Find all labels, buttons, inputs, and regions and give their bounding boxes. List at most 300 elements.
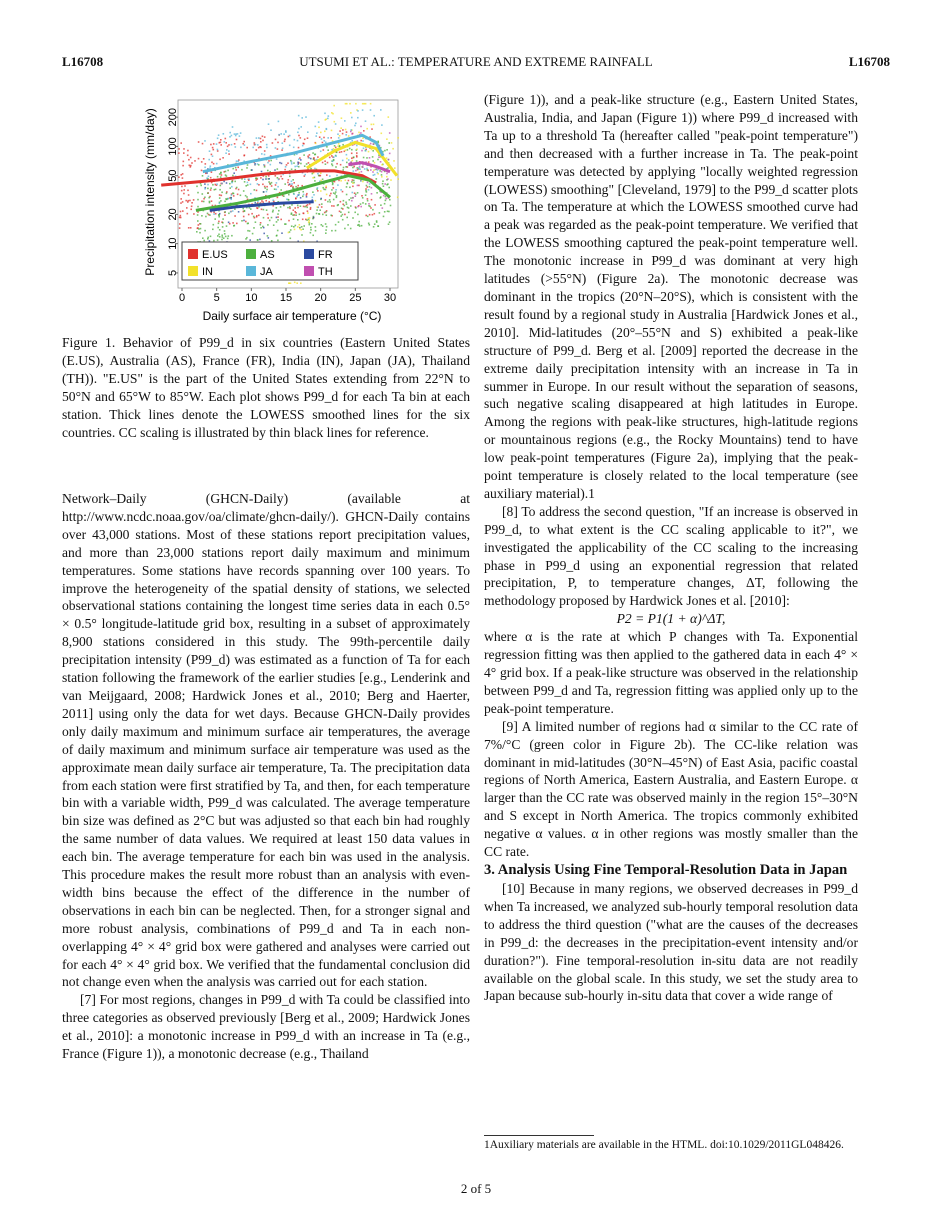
scatter-point (367, 200, 369, 202)
scatter-point (377, 159, 379, 161)
scatter-point (276, 217, 278, 219)
scatter-point (364, 168, 366, 170)
scatter-point (300, 126, 302, 128)
scatter-point (350, 131, 352, 133)
scatter-point (303, 213, 305, 215)
scatter-point (380, 197, 382, 199)
scatter-point (245, 185, 247, 187)
scatter-point (237, 167, 239, 169)
scatter-point (260, 222, 262, 224)
scatter-point (241, 169, 243, 171)
scatter-point (220, 139, 222, 141)
scatter-point (282, 148, 284, 150)
scatter-point (247, 223, 249, 225)
scatter-point (229, 132, 231, 134)
scatter-point (257, 144, 259, 146)
right-paragraph-4: [9] A limited number of regions had α similar to the CC rate of 7%/°C (green color in Figure 2b). The CC-like relation was dominant in mid-latitudes (30°N–45°N) of East Asia, pacific coastal regions of North America, Eastern Australia, and Eastern Europe. α larger than the CC rate was observed mainly in the region 15°–30°N and S except in North America. The tropics commonly exhibited negative α values. α in other regions was mostly smaller than the CC rate. (484, 718, 858, 860)
scatter-point (286, 199, 288, 201)
scatter-point (365, 215, 367, 217)
scatter-point (273, 224, 275, 226)
scatter-point (247, 182, 249, 184)
scatter-point (313, 217, 315, 219)
left-column (62, 490, 470, 1063)
scatter-point (201, 161, 203, 163)
scatter-point (212, 184, 214, 186)
scatter-point (277, 213, 279, 215)
scatter-point (187, 150, 189, 152)
y-tick-label: 100 (167, 137, 179, 156)
y-tick-label: 50 (167, 169, 179, 182)
scatter-point (208, 176, 210, 178)
scatter-point (294, 166, 296, 168)
scatter-point (320, 132, 322, 134)
scatter-point (217, 239, 219, 241)
scatter-point (309, 224, 311, 226)
scatter-point (366, 168, 368, 170)
scatter-point (271, 182, 273, 184)
scatter-point (291, 183, 293, 185)
scatter-point (255, 179, 257, 181)
scatter-point (379, 212, 381, 214)
scatter-point (300, 197, 302, 199)
scatter-point (291, 181, 293, 183)
scatter-point (382, 180, 384, 182)
scatter-point (307, 137, 309, 139)
scatter-point (205, 216, 207, 218)
scatter-point (214, 218, 216, 220)
scatter-point (362, 181, 364, 183)
scatter-point (310, 207, 312, 209)
scatter-point (338, 137, 340, 139)
scatter-point (336, 195, 338, 197)
scatter-point (224, 141, 226, 143)
scatter-point (257, 239, 259, 241)
scatter-point (322, 142, 324, 144)
scatter-point (245, 195, 247, 197)
scatter-point (351, 153, 353, 155)
scatter-point (225, 174, 227, 176)
scatter-point (226, 149, 228, 151)
scatter-point (325, 186, 327, 188)
scatter-point (358, 221, 360, 223)
scatter-point (235, 169, 237, 171)
scatter-point (210, 144, 212, 146)
scatter-point (300, 159, 302, 161)
scatter-point (312, 191, 314, 193)
scatter-point (303, 143, 305, 145)
scatter-point (180, 174, 182, 176)
scatter-point (309, 217, 311, 219)
scatter-point (360, 180, 362, 182)
scatter-point (190, 227, 192, 229)
scatter-point (297, 226, 299, 228)
scatter-point (294, 211, 296, 213)
scatter-point (301, 117, 303, 119)
scatter-point (234, 133, 236, 135)
scatter-point (342, 160, 344, 162)
scatter-point (368, 161, 370, 163)
scatter-point (209, 214, 211, 216)
scatter-point (360, 126, 362, 128)
scatter-point (306, 193, 308, 195)
scatter-point (315, 226, 317, 228)
scatter-point (235, 146, 237, 148)
scatter-point (369, 186, 371, 188)
scatter-point (231, 144, 233, 146)
scatter-point (230, 199, 232, 201)
scatter-point (289, 145, 291, 147)
scatter-point (376, 221, 378, 223)
scatter-point (298, 128, 300, 130)
legend-swatch (246, 249, 256, 259)
scatter-point (333, 199, 335, 201)
scatter-point (325, 118, 327, 120)
scatter-point (304, 206, 306, 208)
scatter-point (222, 222, 224, 224)
scatter-point (295, 186, 297, 188)
scatter-point (217, 235, 219, 237)
scatter-point (298, 192, 300, 194)
scatter-point (303, 154, 305, 156)
scatter-point (240, 195, 242, 197)
scatter-point (203, 240, 205, 242)
scatter-point (372, 156, 374, 158)
scatter-point (346, 194, 348, 196)
scatter-point (268, 181, 270, 183)
scatter-point (234, 208, 236, 210)
scatter-point (243, 216, 245, 218)
scatter-point (225, 142, 227, 144)
scatter-point (349, 103, 351, 105)
scatter-point (205, 163, 207, 165)
scatter-point (201, 170, 203, 172)
scatter-point (280, 189, 282, 191)
scatter-point (386, 157, 388, 159)
scatter-point (373, 169, 375, 171)
scatter-point (289, 135, 291, 137)
scatter-point (387, 178, 389, 180)
scatter-point (355, 194, 357, 196)
scatter-point (261, 153, 263, 155)
scatter-point (312, 235, 314, 237)
scatter-point (266, 144, 268, 146)
scatter-point (180, 142, 182, 144)
scatter-point (287, 182, 289, 184)
scatter-point (256, 190, 258, 192)
scatter-point (361, 150, 363, 152)
scatter-point (198, 141, 200, 143)
scatter-point (325, 142, 327, 144)
scatter-point (229, 187, 231, 189)
scatter-point (235, 135, 237, 137)
scatter-point (383, 185, 385, 187)
scatter-point (200, 185, 202, 187)
scatter-point (334, 193, 336, 195)
scatter-point (254, 142, 256, 144)
scatter-point (260, 147, 262, 149)
scatter-point (341, 151, 343, 153)
scatter-point (253, 216, 255, 218)
scatter-point (203, 158, 205, 160)
scatter-point (291, 163, 293, 165)
scatter-point (357, 185, 359, 187)
scatter-point (351, 140, 353, 142)
scatter-point (237, 194, 239, 196)
scatter-point (355, 195, 357, 197)
left-paragraph-1: Network–Daily (GHCN-Daily) (available at http://www.ncdc.noaa.gov/oa/climate/ghcn-daily/). GHCN-Daily contains over 43,000 stations. Most of these stations report precipitation values, and more than 23,000 stations report daily maximum and minimum temperatures. Some stations have records spanning over 100 years. To improve the heterogeneity of the spatial density of stations, we selected observational stations containing the longest time series data in each 0.5° × 0.5° longitude-latitude grid box, resulting in a subset of approximately 8,900 stations considered in this study. The 99th-percentile daily precipitation intensity (P99_d) was estimated as a function of Ta for each station following the framework of the earlier studies [e.g., Lenderink and van Meijgaard, 2008; Hardwick Jones et al., 2010; Berg and Haerter, 2011] using only the data for wet days. Because GHCN-Daily provides only daily maximum and minimum surface air temperatures, the average of daily maximum and minimum surface air temperature was used as the approximate mean daily surface air temperature, Ta. The precipitation data from each station were first stratified by Ta, and then, for each temperature bin with a variable width, P99_d was calculated. The average temperature bin size was defined as 2°C but was adjusted so that each bin had roughly the same number of data values. We required at least 150 data values in each bin. The average temperature for each bin was used in the analysis. This procedure makes the result more robust than an analysis with even-width bins because the effect of the difference in the number of observations in each bin can be neglected. Then, for a stronger signal and more robust analysis, combinations of P99_d and Ta in each non-overlapping 4° × 4° grid box were gathered and analyses were carried out for each 4° × 4° grid box. We verified that the fundamental conclusion did not change even when the analysis was carried out for each station. (62, 491, 470, 990)
scatter-point (333, 192, 335, 194)
scatter-point (267, 162, 269, 164)
scatter-point (337, 145, 339, 147)
scatter-point (353, 180, 355, 182)
right-column (484, 91, 858, 1005)
scatter-point (290, 238, 292, 240)
scatter-point (358, 185, 360, 187)
scatter-point (385, 198, 387, 200)
scatter-point (264, 154, 266, 156)
scatter-point (339, 135, 341, 137)
scatter-point (271, 217, 273, 219)
scatter-point (179, 227, 181, 229)
scatter-point (302, 228, 304, 230)
scatter-point (355, 170, 357, 172)
scatter-point (343, 167, 345, 169)
scatter-point (297, 205, 299, 207)
scatter-point (372, 160, 374, 162)
scatter-point (270, 164, 272, 166)
scatter-point (345, 150, 347, 152)
scatter-point (397, 178, 399, 180)
scatter-point (321, 224, 323, 226)
scatter-point (278, 121, 280, 123)
scatter-point (244, 181, 246, 183)
scatter-point (303, 225, 305, 227)
scatter-point (336, 175, 338, 177)
scatter-point (219, 173, 221, 175)
scatter-point (322, 225, 324, 227)
scatter-point (267, 235, 269, 237)
scatter-point (264, 186, 266, 188)
scatter-point (296, 282, 298, 284)
legend-swatch (246, 266, 256, 276)
scatter-point (368, 189, 370, 191)
scatter-point (380, 109, 382, 111)
scatter-point (335, 147, 337, 149)
scatter-point (285, 131, 287, 133)
scatter-point (389, 199, 391, 201)
scatter-point (365, 188, 367, 190)
scatter-point (189, 200, 191, 202)
scatter-point (335, 191, 337, 193)
scatter-point (309, 157, 311, 159)
scatter-point (277, 177, 279, 179)
footnote-rule (484, 1135, 594, 1136)
scatter-point (361, 171, 363, 173)
scatter-point (346, 217, 348, 219)
scatter-point (289, 208, 291, 210)
x-tick-label: 10 (245, 292, 258, 304)
scatter-point (367, 186, 369, 188)
scatter-point (280, 219, 282, 221)
scatter-point (202, 193, 204, 195)
scatter-point (316, 213, 318, 215)
scatter-point (314, 154, 316, 156)
scatter-point (293, 147, 295, 149)
scatter-point (213, 224, 215, 226)
scatter-point (342, 169, 344, 171)
scatter-point (335, 166, 337, 168)
scatter-point (306, 194, 308, 196)
scatter-point (325, 232, 327, 234)
scatter-point (340, 201, 342, 203)
scatter-point (374, 204, 376, 206)
scatter-point (263, 227, 265, 229)
header-left: L16708 (62, 54, 104, 69)
scatter-point (331, 149, 333, 151)
scatter-point (299, 214, 301, 216)
scatter-point (207, 237, 209, 239)
scatter-point (381, 176, 383, 178)
scatter-point (257, 201, 259, 203)
scatter-point (362, 197, 364, 199)
scatter-point (332, 113, 334, 115)
scatter-point (180, 215, 182, 217)
scatter-point (223, 237, 225, 239)
scatter-point (366, 185, 368, 187)
scatter-point (324, 131, 326, 133)
scatter-point (369, 214, 371, 216)
scatter-point (332, 161, 334, 163)
scatter-point (325, 223, 327, 225)
scatter-point (225, 138, 227, 140)
scatter-point (186, 207, 188, 209)
scatter-point (384, 183, 386, 185)
scatter-point (250, 184, 252, 186)
scatter-point (294, 139, 296, 141)
scatter-point (368, 223, 370, 225)
scatter-point (220, 142, 222, 144)
scatter-point (209, 150, 211, 152)
scatter-point (277, 240, 279, 242)
scatter-point (236, 160, 238, 162)
scatter-point (388, 211, 390, 213)
x-tick-label: 0 (178, 292, 186, 304)
scatter-point (349, 187, 351, 189)
scatter-point (247, 184, 249, 186)
scatter-point (252, 233, 254, 235)
scatter-point (294, 282, 296, 284)
scatter-point (338, 221, 340, 223)
scatter-point (340, 211, 342, 213)
scatter-point (365, 150, 367, 152)
scatter-point (377, 141, 379, 143)
scatter-point (272, 142, 274, 144)
scatter-point (265, 176, 267, 178)
scatter-point (332, 184, 334, 186)
scatter-point (210, 189, 212, 191)
scatter-point (187, 213, 189, 215)
x-tick-label: 20 (314, 292, 327, 304)
scatter-point (204, 167, 206, 169)
scatter-point (224, 201, 226, 203)
scatter-point (252, 147, 254, 149)
scatter-point (250, 193, 252, 195)
scatter-point (317, 187, 319, 189)
scatter-point (355, 123, 357, 125)
scatter-point (302, 196, 304, 198)
scatter-point (236, 187, 238, 189)
scatter-point (322, 214, 324, 216)
scatter-point (359, 168, 361, 170)
scatter-point (315, 126, 317, 128)
scatter-point (291, 213, 293, 215)
scatter-point (295, 225, 297, 227)
scatter-point (340, 215, 342, 217)
scatter-point (238, 211, 240, 213)
scatter-point (208, 197, 210, 199)
scatter-point (190, 166, 192, 168)
scatter-point (277, 148, 279, 150)
scatter-point (313, 158, 315, 160)
scatter-plot (142, 92, 412, 328)
scatter-point (327, 149, 329, 151)
scatter-point (302, 145, 304, 147)
scatter-point (383, 216, 385, 218)
figure-caption (62, 334, 470, 441)
scatter-point (369, 183, 371, 185)
scatter-point (366, 128, 368, 130)
scatter-point (331, 230, 333, 232)
scatter-point (381, 171, 383, 173)
scatter-point (219, 203, 221, 205)
scatter-point (264, 166, 266, 168)
y-tick-label: 20 (167, 208, 179, 221)
scatter-point (334, 121, 336, 123)
scatter-point (207, 192, 209, 194)
scatter-point (224, 233, 226, 235)
scatter-point (362, 202, 364, 204)
scatter-point (381, 124, 383, 126)
scatter-point (359, 225, 361, 227)
scatter-point (306, 207, 308, 209)
scatter-point (226, 193, 228, 195)
scatter-point (368, 151, 370, 153)
scatter-point (350, 112, 352, 114)
scatter-point (333, 187, 335, 189)
scatter-point (284, 183, 286, 185)
scatter-point (371, 128, 373, 130)
scatter-point (302, 191, 304, 193)
scatter-point (327, 118, 329, 120)
scatter-point (261, 200, 263, 202)
scatter-point (265, 200, 267, 202)
scatter-point (283, 205, 285, 207)
scatter-point (353, 170, 355, 172)
scatter-point (219, 197, 221, 199)
scatter-point (374, 162, 376, 164)
scatter-point (281, 232, 283, 234)
scatter-point (268, 201, 270, 203)
scatter-point (243, 190, 245, 192)
scatter-point (220, 185, 222, 187)
scatter-point (315, 200, 317, 202)
scatter-point (324, 140, 326, 142)
scatter-point (212, 229, 214, 231)
scatter-point (368, 203, 370, 205)
scatter-point (256, 215, 258, 217)
scatter-point (352, 197, 354, 199)
scatter-point (311, 223, 313, 225)
